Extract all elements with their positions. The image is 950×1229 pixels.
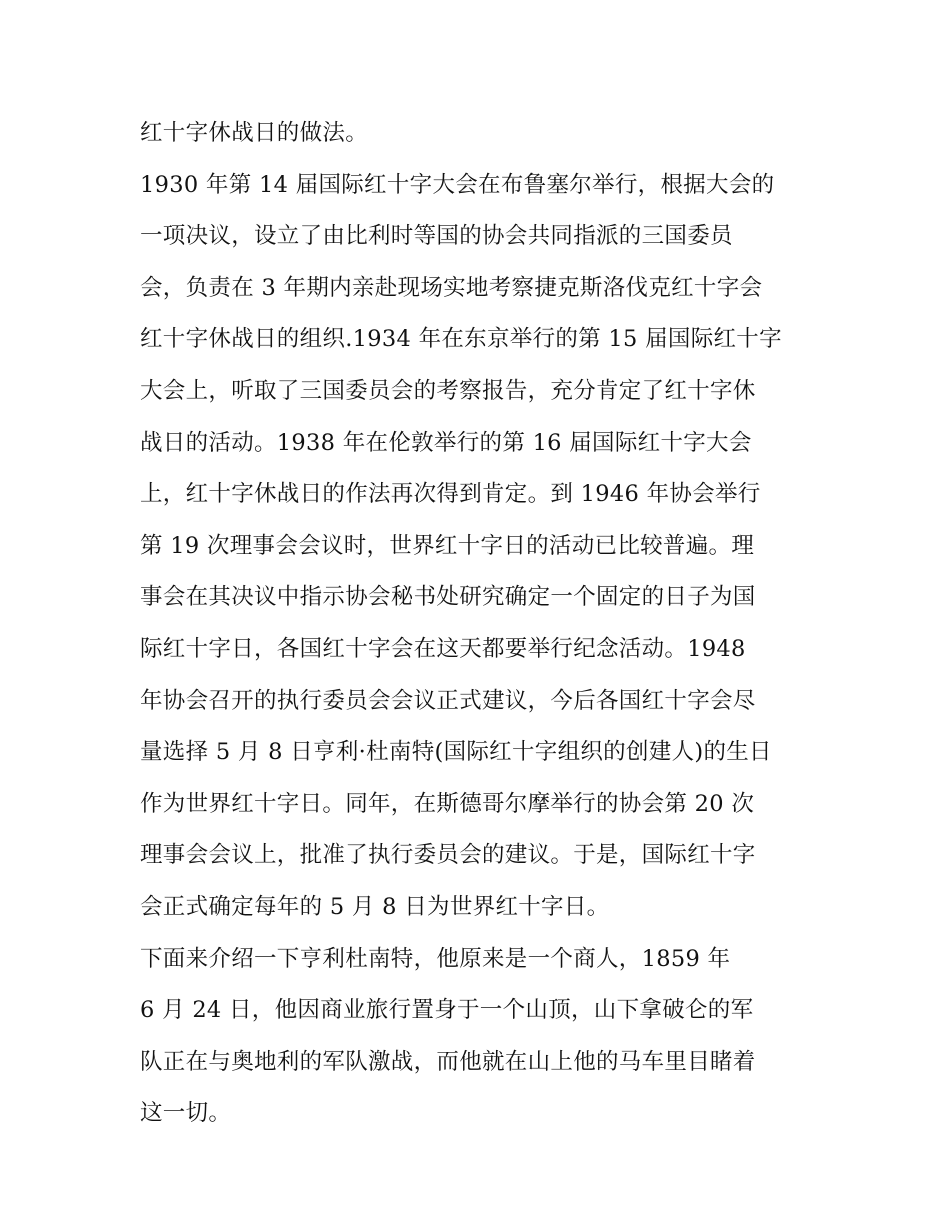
text-line: 队正在与奥地利的军队激战，而他就在山上他的马车里目睹着 <box>140 1048 756 1075</box>
text-line: 年协会召开的执行委员会会议正式建议，今后各国红十字会尽 <box>140 687 756 714</box>
text-line: 理事会会议上，批准了执行委员会的建议。于是，国际红十字 <box>140 842 756 869</box>
text-line: 红十字休战日的做法。 <box>140 120 369 146</box>
text-line: 会，负责在 3 年期内亲赴现场实地考察捷克斯洛伐克红十字会 <box>140 274 763 301</box>
document-body <box>140 108 820 1140</box>
text-line: 上，红十字休战日的作法再次得到肯定。到 1946 年协会举行 <box>140 481 761 508</box>
text-line: 事会在其决议中指示协会秘书处研究确定一个固定的日子为国 <box>140 584 756 611</box>
text-line: 大会上，听取了三国委员会的考察报告，充分肯定了红十字休 <box>140 377 756 404</box>
text-line: 这一切。 <box>140 1100 232 1127</box>
text-line: 际红十字日，各国红十字会在这天都要举行纪念活动。1948 <box>140 635 746 662</box>
text-line: 1930 年第 14 届国际红十字大会在布鲁塞尔举行，根据大会的 <box>140 171 775 198</box>
text-line: 第 19 次理事会会议时，世界红十字日的活动已比较普遍。理 <box>140 532 755 559</box>
text-line: 战日的活动。1938 年在伦敦举行的第 16 届国际红十字大会 <box>140 429 752 456</box>
text-line: 下面来介绍一下亨利杜南特，他原来是一个商人，1859 年 <box>140 945 731 972</box>
text-line: 红十字休战日的组织.1934 年在东京举行的第 15 届国际红十字 <box>140 326 782 353</box>
text-line: 6 月 24 日，他因商业旅行置身于一个山顶，山下拿破仑的军 <box>140 997 754 1024</box>
text-line: 会正式确定每年的 5 月 8 日为世界红十字日。 <box>140 893 610 920</box>
text-line: 一项决议，设立了由比利时等国的协会共同指派的三国委员 <box>140 223 733 250</box>
text-line: 作为世界红十字日。同年，在斯德哥尔摩举行的协会第 20 次 <box>140 790 755 817</box>
text-line: 量选择 5 月 8 日亨利·杜南特(国际红十字组织的创建人)的生日 <box>140 739 772 766</box>
